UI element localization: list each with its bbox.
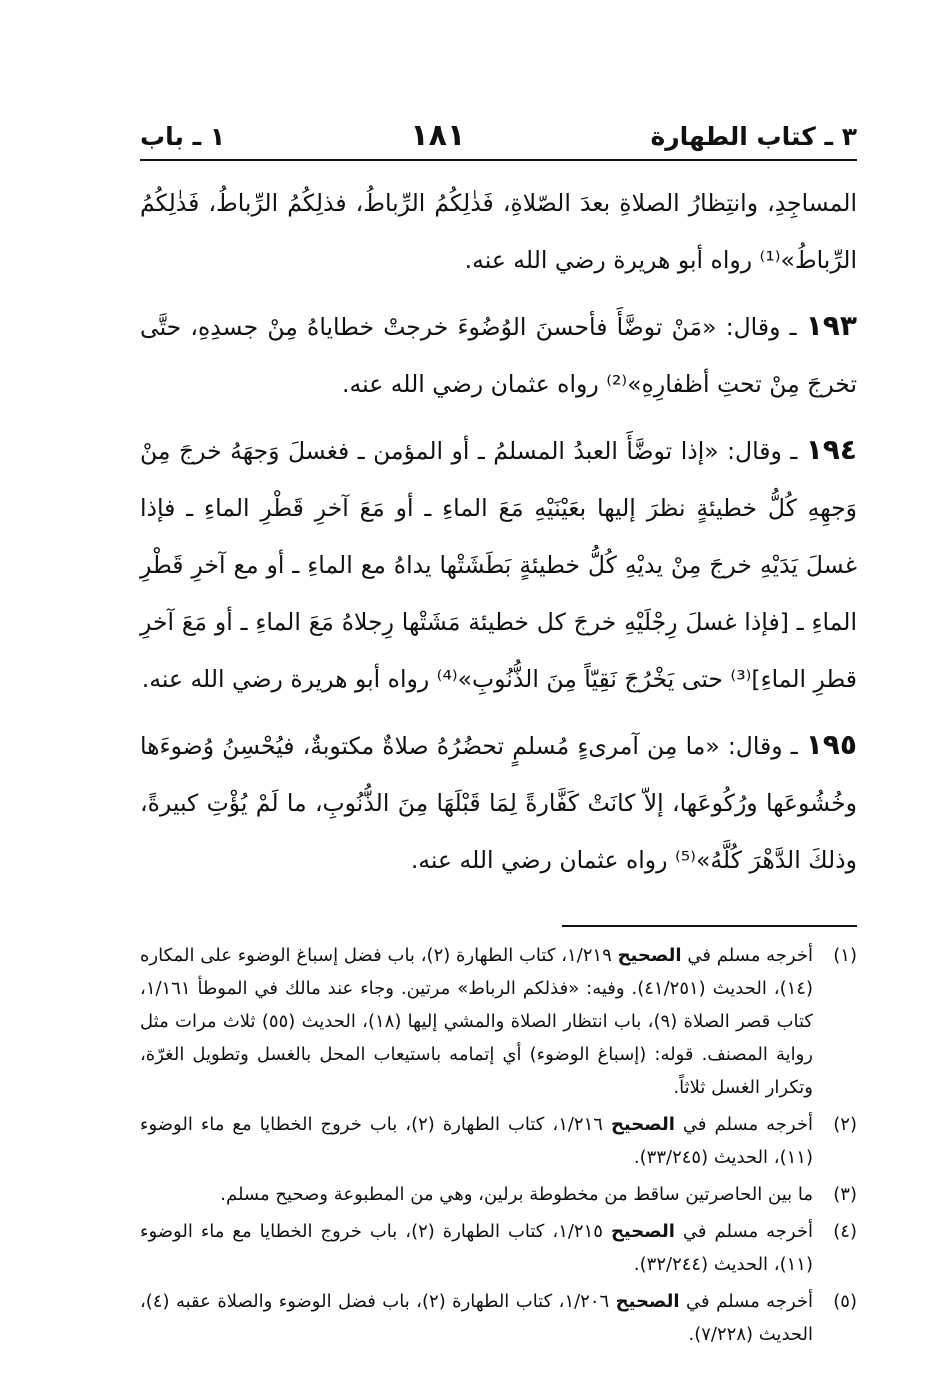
footnotes xyxy=(140,939,857,1351)
footnote-text xyxy=(140,1178,813,1211)
paragraph-continuation: المساجِدِ، وانتِظارُ الصلاةِ بعدَ الصّلاةِ، فَذٰلِكُمُ الرِّباطُ، فذلِكُمُ الرِّباطُ، فَذٰلِكُمُ الرِّباطُ»⁽¹⁾ رواه أبو هريرة رضي الله عنه. xyxy=(140,189,857,274)
footnote-source: الصحيح xyxy=(610,1221,675,1242)
footnote xyxy=(140,1215,857,1281)
footnote-text xyxy=(140,1215,813,1281)
running-header xyxy=(140,118,857,161)
footnote-number: (٣) xyxy=(833,1184,857,1205)
hadith-195 xyxy=(140,716,857,889)
footnote-text-post: ١/٢١٥، كتاب الطهارة (٢)، باب خروج الخطايا مع ماء الوضوء (١١)، الحديث (٣٢/٢٤٤). xyxy=(140,1221,813,1275)
footnote-text xyxy=(140,1108,813,1174)
footnote-source: الصحيح xyxy=(615,1291,680,1312)
footnote xyxy=(140,939,857,1104)
footnote-text xyxy=(140,939,813,1104)
hadith-text: ـ وقال: «مَنْ توضَّأَ فأحسنَ الوُضُوءَ خرجتْ خطاياهُ مِنْ جسدِهِ، حتَّى تخرجَ مِنْ تحتِ أظفارِهِ»⁽²⁾ رواه عثمان رضي الله عنه. xyxy=(140,313,857,398)
hadith-number: ١٩٥ xyxy=(805,728,857,761)
footnote-number: (٥) xyxy=(833,1291,857,1312)
hadith-text: ـ وقال: «ما مِن آمرىءٍ مُسلمٍ تحضُرُهُ صلاةٌ مكتوبةٌ، فيُحْسِنُ وُضوءَها وخُشُوعَها ورُكُوعَها، إلاّ كانَتْ كَفَّارةً لِمَا قَبْلَهَا مِنَ الذُّنُوبِ، ما لَمْ يُؤْتِ كبيرةً، وذلكَ الدَّهْرَ كُلَّهُ»⁽⁵⁾ رواه عثمان رضي الله عنه. xyxy=(140,732,857,874)
footnote-text-post: ١/٢١٩، كتاب الطهارة (٢)، باب فضل إسباغ الوضوء على المكاره (١٤)، الحديث (٤١/٢٥١). وفيه: «فذلكم الرباط» مرتين. وجاء عند مالك في الموطأ ١/١٦١، كتاب قصر الصلاة (٩)، باب انتظار الصلاة والمشي إليها (١٨)، الحديث (٥٥) ثلاث مرات مثل رواية المصنف. قوله: (إسباغ الوضوء) أي إتمامه باستيعاب المحل بالغسل وتطويل الغرّة، وتكرار الغسل ثلاثاً. xyxy=(140,945,814,1098)
footnote-text-pre: أخرجه مسلم في xyxy=(674,1114,813,1135)
footnote-number: (١) xyxy=(833,945,857,966)
hadith-text: ـ وقال: «إذا توضَّأَ العبدُ المسلمُ ـ أو المؤمن ـ فغسلَ وَجهَهُ خرجَ مِنْ وَجهِهِ كُلُّ خطيئةٍ نظرَ إليها بعَيْنَيْهِ مَعَ الماءِ ـ أو مَعَ آخرِ قَطْرِ الماءِ ـ فإذا غسلَ يَدَيْهِ خرجَ مِنْ يديْهِ كُلُّ خطيئةٍ بَطَشَتْها يداهُ مع الماءِ ـ أو مع آخرِ قَطْرِ الماءِ ـ [فإذا غسلَ رِجْلَيْهِ خرجَ كل خطيئة مَشَتْها رِجلاهُ مَعَ الماءِ ـ أو مَعَ آخرِ قطرِ الماءِ]⁽³⁾ حتى يَخْرُجَ نَقِيّاً مِنَ الذُّنُوبِ»⁽⁴⁾ رواه أبو هريرة رضي الله عنه. xyxy=(140,437,857,693)
page-number: ١٨١ xyxy=(410,118,466,153)
footnote-source: الصحيح xyxy=(617,945,682,966)
footnote xyxy=(140,1285,857,1351)
footnote xyxy=(140,1108,857,1174)
hadith-number: ١٩٤ xyxy=(805,433,857,466)
footnote-text xyxy=(140,1285,813,1351)
footnote-number: (٤) xyxy=(833,1221,857,1242)
footnote-text-pre: أخرجه مسلم في xyxy=(681,945,813,966)
footnote-text-pre: ما بين الحاصرتين ساقط من مخطوطة برلين، وهي من المطبوعة وصحيح مسلم. xyxy=(220,1184,813,1205)
footnote-text-pre: أخرجه مسلم في xyxy=(674,1221,813,1242)
footnote-text-post: ١/٢١٦، كتاب الطهارة (٢)، باب خروج الخطايا مع ماء الوضوء (١١)، الحديث (٣٣/٢٤٥). xyxy=(140,1114,813,1168)
section-title: ١ ـ باب xyxy=(140,122,226,151)
chapter-title: ٣ ـ كتاب الطهارة xyxy=(650,122,857,151)
footnote-source: الصحيح xyxy=(610,1114,675,1135)
hadith-193 xyxy=(140,297,857,413)
footnote xyxy=(140,1178,857,1211)
hadith-number: ١٩٣ xyxy=(805,309,857,342)
hadith-194 xyxy=(140,421,857,708)
footnote-number: (٢) xyxy=(833,1114,857,1135)
main-text xyxy=(140,175,857,889)
footnote-text-pre: أخرجه مسلم في xyxy=(679,1291,814,1312)
footnote-text-post: ١/٢٠٦، كتاب الطهارة (٢)، باب فضل الوضوء والصلاة عقبه (٤)، الحديث (٧/٢٢٨). xyxy=(140,1291,813,1345)
footnote-separator xyxy=(562,925,857,927)
